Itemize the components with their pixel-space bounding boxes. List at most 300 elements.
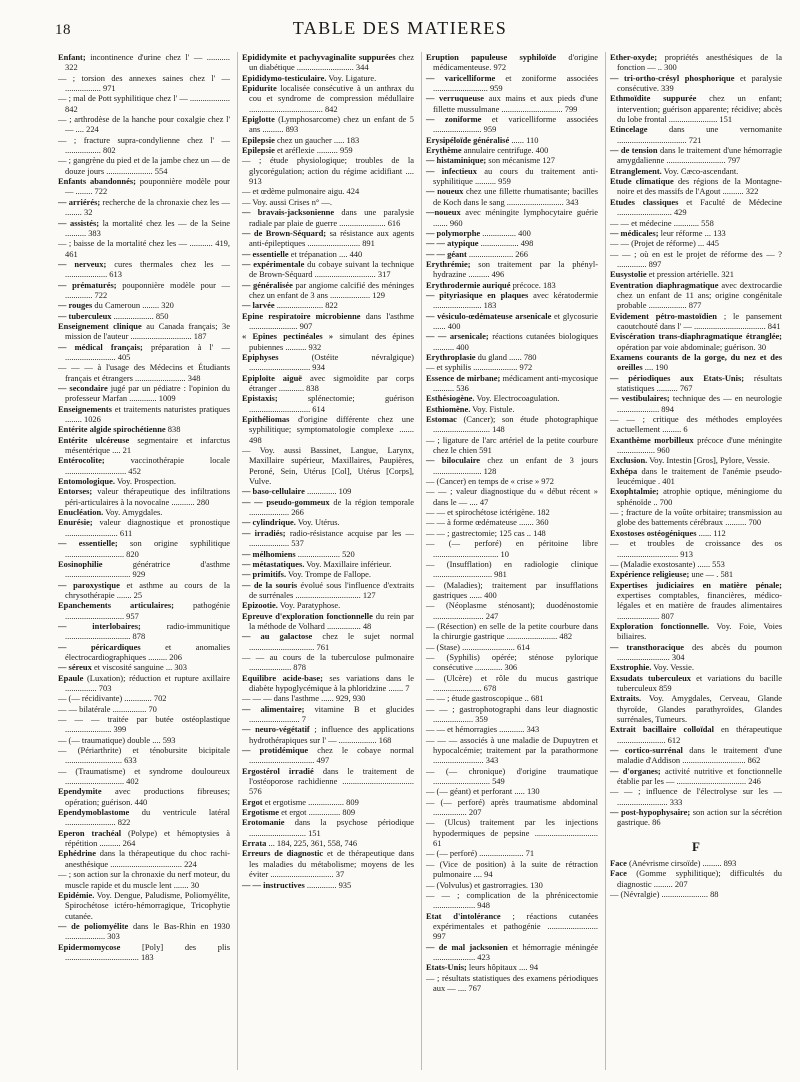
- entry-text: avec dextrocardie chez un enfant de 11 ans; origine congénitale probable ..................: [617, 279, 782, 311]
- index-entry: [610, 538, 782, 559]
- entry-page-ref: 423: [475, 951, 490, 962]
- entry-page-ref: 761: [314, 641, 330, 652]
- entry-text: (Lymphosarcome) chez un enfant de 5 ans ..........: [249, 114, 414, 135]
- entry-keyword: — assistés;: [58, 217, 100, 228]
- entry-page-ref: 30: [755, 341, 767, 352]
- entry-keyword: Entomologique.: [58, 476, 115, 487]
- entry-text: Voy. Fistule.: [470, 403, 515, 414]
- entry-page-ref: 612: [665, 734, 681, 745]
- index-entry: [58, 507, 230, 517]
- entry-text: — (Syphilis) opérée; sténose pylorique consécutive .............: [426, 651, 598, 673]
- entry-page-ref: 893: [283, 124, 299, 135]
- entry-page-ref: 133: [711, 227, 726, 238]
- index-entry: [610, 166, 782, 176]
- entry-text: — et troubles de croissance des os .............................: [610, 538, 782, 559]
- index-entry: [58, 114, 230, 135]
- index-entry: [426, 393, 598, 403]
- entry-keyword: Essence de mirbane;: [426, 372, 501, 383]
- entry-page-ref: 148: [489, 424, 505, 435]
- index-entry: [242, 611, 414, 632]
- entry-text: — ; baisse de la mortalité chez les — ........... 419,: [58, 238, 230, 249]
- entry-page-ref: 207: [466, 807, 482, 818]
- index-entry: [58, 259, 230, 280]
- entry-text: chez le sujet normal ...............................: [249, 631, 414, 652]
- index-entry: [610, 93, 782, 124]
- index-entry: [58, 52, 230, 73]
- entry-text: ; influence des applications hydrothérapiques sur l' — ..................: [249, 724, 414, 745]
- entry-text: — — ; gastrectomie; 125 cas ..: [426, 527, 531, 538]
- page-header: [0, 0, 800, 50]
- entry-page-ref: 549: [489, 776, 505, 787]
- entry-text: chez un gaucher .....: [274, 134, 345, 145]
- entry-keyword: Epilepsie: [242, 145, 275, 156]
- entry-text: et pression artérielle.: [646, 269, 720, 280]
- entry-keyword: — expérimentale: [242, 258, 305, 269]
- index-entry: [58, 300, 230, 310]
- index-entry: [58, 735, 230, 745]
- entry-text: — ; résultats statistiques des examens périodiques aux — ....: [426, 972, 598, 993]
- entry-keyword: Epididymo-testiculaire.: [242, 72, 327, 83]
- entry-text: par angiome calcifié des méninges chez un enfant de 3 ans ...................: [249, 279, 414, 300]
- entry-keyword: Enseignements: [58, 403, 112, 414]
- entry-page-ref: 703: [96, 682, 112, 693]
- entry-text: (Anévrisme cirsoïde) .........: [626, 858, 722, 869]
- entry-keyword: Etats-Unis;: [426, 962, 467, 973]
- entry-text: du gland ......: [475, 351, 522, 362]
- entry-page-ref: 70: [146, 703, 157, 714]
- entry-keyword: Epiploïte aiguë: [242, 372, 303, 383]
- index-entry: [58, 890, 230, 921]
- index-entry: [58, 197, 230, 218]
- entry-page-ref: 809: [340, 807, 356, 818]
- entry-text: — — à forme œdémateuse .......: [426, 517, 534, 528]
- index-entry: [58, 404, 230, 425]
- entry-page-ref: 959: [487, 83, 503, 94]
- index-entry: [58, 517, 230, 538]
- index-entry: [58, 155, 230, 176]
- entry-page-ref: 972: [539, 476, 554, 487]
- entry-text: — — ; complication de la phrénicectomie ....................: [426, 889, 598, 911]
- index-entry: [610, 858, 782, 868]
- entry-keyword: Epidémie.: [58, 889, 95, 900]
- entry-text: préparation à l' — ........................: [65, 341, 230, 362]
- entry-keyword: — pityriasique en plaques: [426, 289, 529, 300]
- entry-keyword: Ergot: [242, 796, 263, 807]
- entry-text: et zoniforme associées ..........................: [433, 72, 598, 94]
- index-entry: [242, 528, 414, 549]
- entry-page-ref: 581: [718, 569, 734, 580]
- entry-text: — et syphilis .....................: [426, 362, 518, 373]
- index-entry: [426, 259, 598, 280]
- entry-text: — (Périarthrite) et ténobursite bicipitale ...........................: [58, 745, 230, 766]
- entry-page-ref: 112: [711, 527, 726, 538]
- entry-keyword: Eperon trachéal: [58, 827, 122, 838]
- index-entry: [58, 786, 230, 807]
- index-entry: [610, 642, 782, 663]
- entry-page-ref: 7: [299, 714, 306, 724]
- entry-page-ref: 746: [342, 838, 358, 849]
- entry-text: ; réactions cutanées expérimentales et pathogénie ........................: [433, 910, 598, 931]
- index-entry: [58, 73, 230, 94]
- entry-text: — — ; critique des méthodes employées actuellement .........: [610, 414, 782, 435]
- entry-keyword: — varicelliforme: [426, 72, 496, 83]
- index-entry: [242, 331, 414, 352]
- entry-text: — — (Projet de réforme) ...: [610, 238, 705, 249]
- entry-keyword: — de mal jacksonien: [426, 941, 508, 952]
- entry-keyword: — polymorphe: [426, 227, 481, 238]
- entry-text: — (Cancer) en temps de « crise »: [426, 476, 540, 487]
- entry-keyword: Erythroplasie: [426, 351, 476, 362]
- entry-text: dans la thérapeutique du choc rachi-anesthésique ..................................: [65, 848, 230, 869]
- entry-text: — — ; gastrophotographi dans leur diagnostic ...................: [426, 703, 598, 724]
- entry-page-ref: 878: [130, 631, 146, 642]
- entry-text: — (— perforé) après traumatisme abdominal ................: [426, 796, 598, 818]
- entry-keyword: Etincelage: [610, 124, 648, 135]
- entry-text: — — — associés à une maladie de Dupuytren et hypocalcémie; traitement par la parathormone ........................: [426, 734, 598, 766]
- entry-text: ... 184, 225, 361, 558,: [266, 838, 343, 849]
- entry-text: — ; arthrodèse de la hanche pour coxalgie chez l' — ....: [58, 114, 230, 135]
- index-entry: [426, 228, 598, 238]
- entry-text: — (Maladies); traitement par insufflations gastriques ......: [426, 579, 598, 600]
- index-entry: [58, 311, 230, 321]
- entry-text: — (Névralgie) ......................: [610, 889, 708, 900]
- entry-page-ref: 554: [152, 165, 168, 176]
- index-entry: [58, 704, 230, 714]
- index-entry: [610, 331, 782, 352]
- index-entry: [610, 455, 782, 465]
- entry-keyword: Epizootie.: [242, 600, 278, 611]
- entry-page-ref: 932: [306, 341, 322, 352]
- index-entry: [610, 486, 782, 507]
- entry-text: et de thérapeutique dans les maladies du métabolisme; moyens de les éviter ..............................: [249, 848, 414, 880]
- index-entry: [610, 197, 782, 218]
- entry-text: Voy. Prospection.: [114, 476, 176, 487]
- entry-keyword: Ergotisme: [242, 807, 280, 818]
- entry-page-ref: 151: [305, 827, 321, 838]
- entry-page-ref: 400: [516, 227, 531, 238]
- entry-text: du Cameroun ........: [92, 300, 160, 311]
- index-entry: [242, 745, 414, 766]
- page-title: TABLE DES MATIERES: [292, 18, 508, 38]
- index-entry: [610, 889, 782, 899]
- index-entry: [242, 83, 414, 114]
- entry-page-ref: 537: [289, 538, 304, 549]
- index-entry: [426, 455, 598, 476]
- entry-keyword: — de la souris: [242, 579, 298, 590]
- index-entry: [58, 869, 230, 890]
- entry-keyword: Enucléation.: [58, 507, 104, 518]
- entry-keyword: — arriérés;: [58, 196, 101, 207]
- entry-keyword: — métastatiques.: [242, 558, 305, 569]
- entry-keyword: — paroxystique: [58, 579, 120, 590]
- entry-keyword: Ephédrine: [58, 848, 96, 859]
- entry-keyword: Ependymoblastome: [58, 807, 130, 818]
- index-entry: [242, 155, 414, 186]
- entry-page-ref: 767: [466, 982, 482, 993]
- index-entry: [242, 704, 414, 725]
- entry-text: pouponnière modèle pour — ........: [65, 176, 230, 197]
- index-entry: [610, 868, 782, 889]
- entry-page-ref: 496: [489, 269, 505, 280]
- entry-page-ref: 822: [323, 300, 338, 311]
- index-entry: [58, 714, 230, 735]
- entry-text: — (— géant) et perforant .....: [426, 786, 525, 797]
- index-entry: [426, 52, 598, 73]
- entry-text: cures thermales chez les — ....................: [65, 258, 230, 280]
- entry-page-ref: 1009: [156, 393, 176, 404]
- index-entry: [58, 642, 230, 663]
- index-entry: [426, 507, 598, 517]
- entry-keyword: Epistaxis;: [242, 393, 278, 404]
- index-entry: [242, 145, 414, 155]
- entry-text: — (Ulcère) et rôle du mucus gastrique .......................: [426, 672, 598, 693]
- entry-keyword: Face: [610, 858, 627, 869]
- entry-keyword: — de Brown-Séquard;: [242, 227, 327, 238]
- index-entry: [610, 766, 782, 787]
- entry-text: ..............: [304, 486, 337, 497]
- entry-page-ref: 841: [765, 320, 781, 331]
- entry-text: splénectomie; guérison .............................: [249, 393, 414, 414]
- entry-page-ref: 343: [524, 724, 540, 735]
- entry-page-ref: 972: [491, 62, 507, 73]
- entry-page-ref: 767: [677, 383, 693, 393]
- entry-text: ......: [696, 527, 712, 538]
- entry-page-ref: 266: [513, 248, 528, 259]
- entry-keyword: — mélhomiens: [242, 548, 296, 559]
- entry-page-ref: 183: [344, 134, 360, 145]
- entry-text: — (— perforé) en péritoine libre ...............................: [426, 538, 598, 559]
- index-entry: [242, 559, 414, 569]
- entry-keyword: Entérite ulcéreuse: [58, 434, 130, 445]
- entry-page-ref: 997: [433, 931, 446, 942]
- index-entry: [610, 352, 782, 373]
- entry-text: médicament anti-mycosique ..........: [433, 372, 598, 393]
- index-entry: [242, 197, 414, 207]
- entry-text: et asthme au cours de la chrysothérapie .......: [65, 579, 230, 600]
- entry-keyword: — essentielle: [242, 248, 289, 259]
- entry-keyword: Epiphyses: [242, 351, 279, 362]
- entry-text: dans l'asthme .......................: [249, 310, 414, 331]
- entry-text: Voy. Ligature.: [326, 72, 377, 83]
- index-entry: [426, 766, 598, 787]
- entry-page-ref: 359: [473, 714, 488, 724]
- entry-keyword: — infectieux: [426, 165, 477, 176]
- entry-text: ...................: [111, 310, 154, 321]
- entry-keyword: — généralisée: [242, 279, 293, 290]
- index-entry: [426, 942, 598, 963]
- index-entry: [426, 331, 598, 352]
- entry-page-ref: 7: [403, 682, 410, 693]
- entry-text: (Polype) et hémoptysies à répétition ..........: [65, 827, 230, 849]
- index-entry: [58, 745, 230, 766]
- entry-page-ref: 424: [344, 186, 360, 197]
- entry-text: chez une fillette rhumatisante; bacilles de Koch dans le sang ...........................: [433, 186, 598, 207]
- entry-text: précoce d'une méningite ..................: [617, 434, 782, 456]
- entry-keyword: — essentielle;: [58, 538, 118, 549]
- entry-page-ref: 348: [185, 372, 201, 383]
- index-entry: [610, 218, 782, 228]
- entry-text: Voy. Vessie.: [651, 662, 694, 673]
- entry-text: et anomalies électrocardiographiques .........: [65, 641, 230, 662]
- entry-keyword: — séreux: [58, 662, 92, 673]
- entry-page-ref: 399: [111, 724, 127, 735]
- entry-keyword: Epaule: [58, 672, 84, 683]
- entry-text: son origine syphilitique ............................: [65, 538, 230, 559]
- entry-page-ref: 148: [530, 527, 546, 538]
- index-entry: [58, 828, 230, 849]
- index-entry: [58, 435, 230, 456]
- entry-page-ref: 913: [249, 176, 262, 187]
- entry-page-ref: 266: [289, 507, 304, 518]
- entry-keyword: Exclusion.: [610, 455, 648, 466]
- index-entry: [58, 580, 230, 601]
- entry-text: annulaire centrifuge.: [461, 145, 534, 156]
- entry-page-ref: 37: [333, 869, 345, 880]
- entry-keyword: — vésiculo-œdémateuse arsenicale: [426, 310, 552, 321]
- index-entry: [242, 652, 414, 673]
- entry-text: — ; fracture supra-condylienne chez l' — .................: [58, 134, 230, 156]
- entry-text: — — — dans l'asthme ...... 929,: [242, 693, 351, 704]
- index-entry: [242, 848, 414, 879]
- entry-page-ref: 553: [710, 558, 725, 569]
- entry-keyword: Errata: [242, 838, 267, 849]
- entry-text: (Gomme syphilitique); difficultés du diagnostic .........: [617, 868, 782, 889]
- entry-page-ref: 633: [121, 755, 137, 766]
- entry-page-ref: 183: [540, 279, 556, 290]
- index-entry: [610, 52, 782, 73]
- entry-text: résultats statistiques ..........: [617, 372, 782, 393]
- entry-text: pathogénie ............................: [65, 600, 230, 621]
- entry-text: technique des — en neurologie ....................: [617, 393, 782, 414]
- entry-keyword: — baso-cellulaire: [242, 486, 305, 497]
- entry-page-ref: 498: [518, 238, 534, 249]
- index-entry: [242, 393, 414, 414]
- index-entry: [610, 621, 782, 642]
- page-number: 18: [55, 22, 71, 38]
- index-entry: [610, 507, 782, 528]
- entry-page-ref: 807: [659, 610, 674, 621]
- entry-page-ref: 128: [481, 465, 497, 476]
- index-entry: [426, 517, 598, 527]
- entry-text: propriétés anesthésiques de la fonction — ..: [617, 52, 782, 73]
- index-entry: [242, 186, 414, 196]
- entry-text: (Cancer); son étude photographique ...........................: [433, 414, 598, 435]
- entry-text: Voy. Paratyphose.: [277, 600, 341, 611]
- entry-keyword: Ergostérol irradié: [242, 765, 314, 776]
- index-entry: [58, 383, 230, 404]
- index-entry: [426, 911, 598, 942]
- letter-heading: F: [692, 838, 700, 854]
- index-entry: [242, 497, 414, 518]
- index-entry: [58, 342, 230, 363]
- index-entry: [426, 362, 598, 372]
- entry-text: Voy. Intestin [Gros], Pylore, Vessie.: [647, 455, 770, 466]
- index-entry: [58, 766, 230, 787]
- entry-text: — (— récidivante) .............: [58, 693, 152, 704]
- entry-text: radio-résistance acquise par les — ...................: [249, 527, 414, 549]
- entry-page-ref: 264: [120, 838, 136, 849]
- index-entry: [610, 311, 782, 332]
- entry-text: — (Maladie exostosante) ......: [610, 558, 711, 569]
- index-entry: [610, 414, 782, 435]
- entry-text: et variations du bacille tuberculeux: [617, 672, 782, 693]
- entry-page-ref: 959: [337, 145, 353, 156]
- index-entry: [242, 311, 414, 332]
- entry-text: ..................: [478, 238, 519, 249]
- index-entry: [242, 207, 414, 228]
- index-entry: [242, 600, 414, 610]
- entry-text: — ; étude physiologique; troubles de la glycorégulation; action du régime acidifiant ....: [242, 155, 414, 176]
- entry-keyword: Eosinophilie: [58, 558, 103, 569]
- entry-page-ref: 25: [131, 589, 143, 600]
- index-entry: [242, 549, 414, 559]
- entry-keyword: Entérite algide spirochétienne: [58, 424, 166, 435]
- entry-page-ref: 702: [151, 693, 167, 704]
- index-entry: [426, 155, 598, 165]
- entry-page-ref: 10: [498, 548, 509, 559]
- entry-page-ref: 304: [669, 651, 685, 662]
- index-entry: [242, 569, 414, 579]
- entry-keyword: Ethmoïdite suppurée: [610, 93, 697, 104]
- entry-text: des régions de la Montagne-noire et des massifs de l'Agout ..........: [617, 176, 782, 197]
- index-entry: [426, 486, 598, 507]
- index-entry: [426, 290, 598, 311]
- entry-page-ref: 383: [86, 227, 101, 238]
- entry-page-ref: 780: [521, 351, 537, 362]
- entry-page-ref: 722: [92, 186, 108, 197]
- index-entry: [610, 786, 782, 807]
- index-entry: [426, 704, 598, 725]
- entry-keyword: Ether-oxyde;: [610, 52, 658, 62]
- entry-keyword: Etat d'intolérance: [426, 910, 501, 921]
- entry-page-ref: 48: [360, 620, 372, 631]
- entry-page-ref: 168: [376, 734, 392, 745]
- entry-page-ref: 520: [339, 548, 355, 559]
- index-column-3: [421, 52, 598, 1070]
- entry-text: du cobaye suivant la technique de Brown-Séquard .............................: [249, 258, 414, 280]
- entry-keyword: Expertises judiciaires en matière pénale;: [610, 579, 782, 590]
- entry-keyword: Exploration fonctionnelle.: [610, 620, 710, 631]
- entry-page-ref: 960: [654, 445, 670, 456]
- entry-page-ref: 94: [481, 869, 493, 880]
- entry-text: .....................: [466, 248, 514, 259]
- entry-page-ref: 897: [646, 258, 662, 269]
- index-entry: [610, 528, 782, 538]
- entry-keyword: — zoniforme: [426, 114, 482, 125]
- entry-page-ref: 109: [336, 486, 352, 497]
- index-entry: [242, 414, 414, 445]
- entry-text: chez un enfant; intervention; guérison apparente; récidive; abcès du lobe frontal .......................: [617, 93, 782, 125]
- index-entry: [610, 238, 782, 248]
- entry-keyword: — péricardiques: [58, 641, 141, 652]
- entry-page-ref: 339: [658, 83, 674, 94]
- entry-text: (Luxation); réduction et rupture axillaire ...............: [65, 672, 230, 693]
- entry-keyword: — noueux: [426, 186, 464, 197]
- entry-text: et viscosité sanguine ...: [91, 662, 173, 673]
- entry-keyword: — rouges: [58, 300, 93, 311]
- entry-text: son traitement par la phényl-hydrazine ..........: [433, 258, 598, 280]
- index-entry: [242, 673, 414, 694]
- entry-page-ref: 614: [514, 641, 530, 652]
- entry-page-ref: 183: [481, 300, 497, 311]
- index-entry: [426, 621, 598, 642]
- entry-keyword: Esthiomène.: [426, 403, 471, 414]
- entry-text: aux mains et aux pieds d'une fillette mussulmane .............................: [433, 93, 598, 114]
- entry-page-ref: 440: [347, 248, 363, 259]
- entry-text: et Faculté de Médecine ..........................: [617, 196, 782, 218]
- index-entry: [242, 280, 414, 301]
- entry-text: du ventricule latéral ........................: [65, 807, 230, 828]
